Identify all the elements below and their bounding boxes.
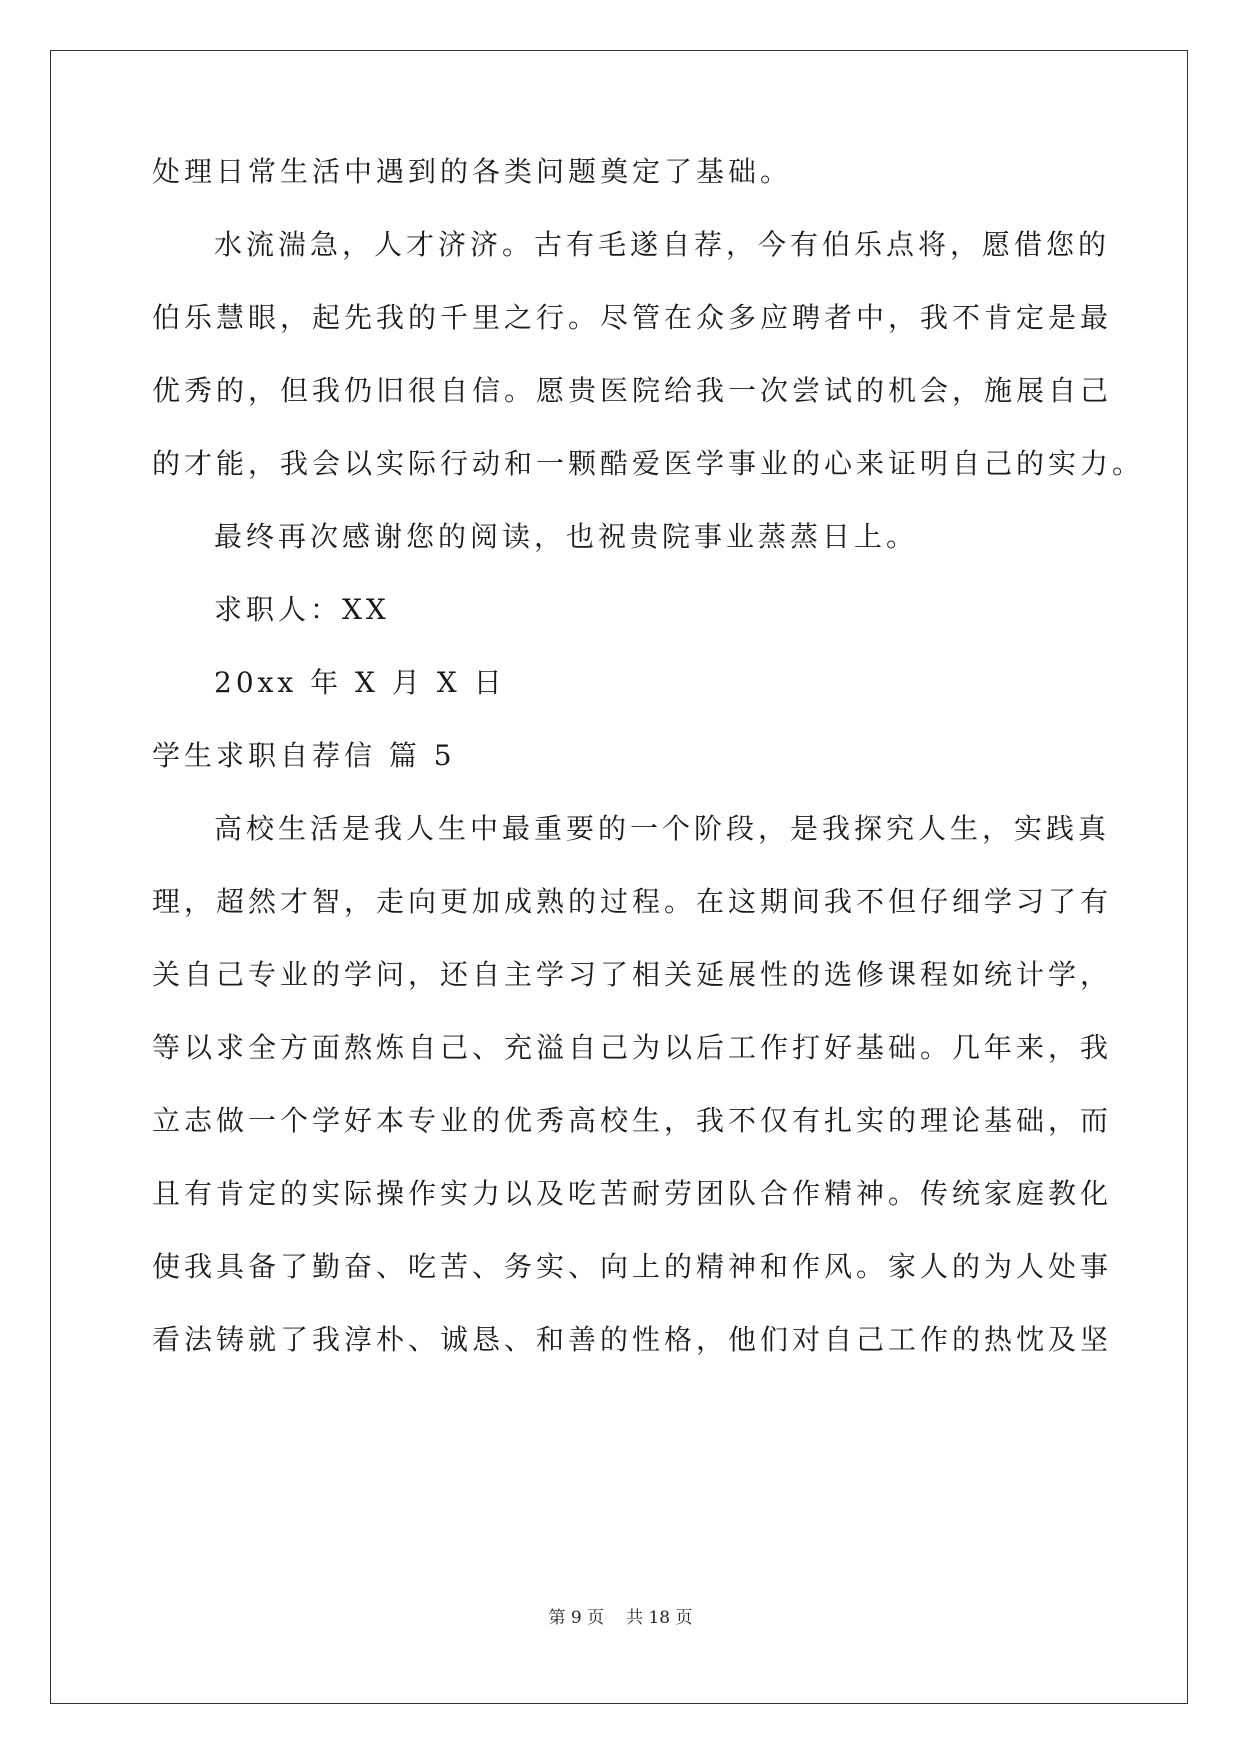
text-line: 立志做一个学好本专业的优秀高校生，我不仅有扎实的理论基础，而 <box>152 1104 1113 1137</box>
text-line: 使我具备了勤奋、吃苦、务实、向上的精神和作风。家人的为人处事 <box>152 1250 1113 1283</box>
text-line: 高校生活是我人生中最重要的一个阶段，是我探究人生，实践真 <box>214 812 1111 845</box>
text-line: 关自己专业的学问，还自主学习了相关延展性的选修课程如统计学， <box>152 958 1113 991</box>
page-footer <box>0 1603 1241 1628</box>
page-total: 共 18 页 <box>626 1608 693 1628</box>
text-line: 处理日常生活中遇到的各类问题奠定了基础。 <box>152 155 793 188</box>
section-heading: 学生求职自荐信 篇 5 <box>152 739 456 772</box>
text-line: 最终再次感谢您的阅读，也祝贵院事业蒸蒸日上。 <box>214 520 919 553</box>
text-line: 水流湍急，人才济济。古有毛遂自荐，今有伯乐点将，愿借您的 <box>214 228 1111 261</box>
text-line: 优秀的，但我仍旧很自信。愿贵医院给我一次尝试的机会，施展自己 <box>152 374 1113 407</box>
signature-line: 求职人：XX <box>214 593 390 626</box>
date-line: 20xx 年 X 月 X 日 <box>214 666 506 699</box>
text-line: 且有肯定的实际操作实力以及吃苦耐劳团队合作精神。传统家庭教化 <box>152 1177 1113 1210</box>
page-number: 第 9 页 <box>548 1608 605 1628</box>
text-line: 看法铸就了我淳朴、诚恳、和善的性格，他们对自己工作的热忱及坚 <box>152 1323 1113 1356</box>
text-line: 伯乐慧眼，起先我的千里之行。尽管在众多应聘者中，我不肯定是最 <box>152 301 1113 334</box>
text-line: 等以求全方面熬炼自己、充溢自己为以后工作打好基础。几年来，我 <box>152 1031 1113 1064</box>
text-line: 理，超然才智，走向更加成熟的过程。在这期间我不但仔细学习了有 <box>152 885 1113 918</box>
text-line: 的才能，我会以实际行动和一颗酷爱医学事业的心来证明自己的实力。 <box>152 447 1145 480</box>
